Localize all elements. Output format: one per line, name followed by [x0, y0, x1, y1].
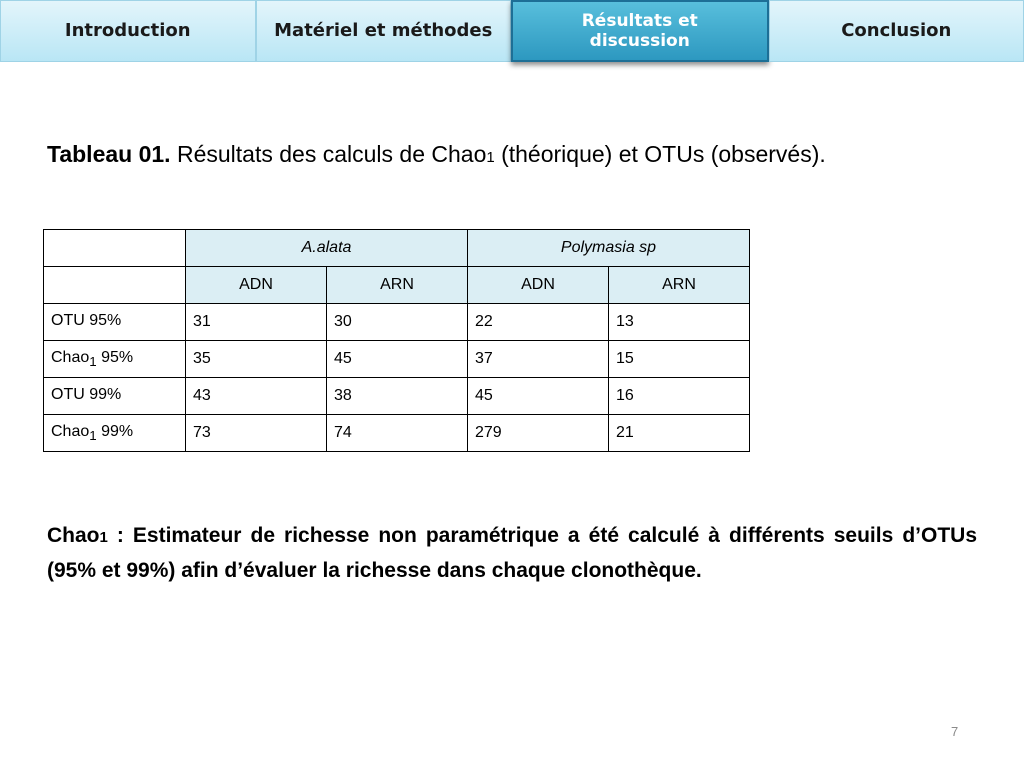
table-caption	[47, 137, 945, 175]
subheader-cell: ADN	[186, 267, 327, 304]
table-cell: 30	[327, 304, 468, 341]
table-cell: 21	[609, 415, 750, 452]
table-cell: 31	[186, 304, 327, 341]
row-label: OTU 95%	[44, 304, 186, 341]
table-cell: 43	[186, 378, 327, 415]
section-nav	[0, 0, 1024, 62]
tab-conclusion[interactable]: Conclusion	[769, 0, 1024, 62]
table-cell: 73	[186, 415, 327, 452]
caption-subscript: 1	[486, 149, 495, 166]
table-cell: 45	[327, 341, 468, 378]
table-cell: 35	[186, 341, 327, 378]
tab-resultats-et-discussion[interactable]: Résultats et discussion	[511, 0, 769, 62]
caption-text-end: (théorique) et OTUs (observés).	[494, 141, 826, 167]
row-label: OTU 99%	[44, 378, 186, 415]
table-subheader-row	[44, 267, 750, 304]
table-cell: 279	[468, 415, 609, 452]
table-row	[44, 378, 750, 415]
page-number: 7	[951, 724, 959, 739]
table-cell: 15	[609, 341, 750, 378]
table-group-header-row	[44, 230, 750, 267]
tab-materiel-et-methodes[interactable]: Matériel et méthodes	[256, 0, 512, 62]
note-text: : Estimateur de richesse non paramétrique a été calculé à différents seuils d’OTUs (95% et 99%) afin d’évaluer la richesse dans chaque clonothèque.	[47, 524, 977, 582]
row-label: Chao$_1$ 99%	[44, 415, 186, 452]
note-prefix: Chao	[47, 524, 100, 547]
subheader-cell: ARN	[327, 267, 468, 304]
table-row	[44, 341, 750, 378]
group-header-a-alata: A.alata	[186, 230, 468, 267]
table-corner-cell	[44, 230, 186, 267]
chao-note	[47, 519, 977, 587]
table-cell: 74	[327, 415, 468, 452]
table-cell: 45	[468, 378, 609, 415]
subheader-cell: ADN	[468, 267, 609, 304]
caption-label: Tableau 01.	[47, 141, 171, 167]
group-header-polymasia: Polymasia sp	[468, 230, 750, 267]
table-cell: 38	[327, 378, 468, 415]
table-row	[44, 304, 750, 341]
note-subscript: 1	[99, 529, 108, 546]
table-row	[44, 415, 750, 452]
table-empty-cell	[44, 267, 186, 304]
subheader-cell: ARN	[609, 267, 750, 304]
results-table	[43, 229, 750, 452]
row-label: Chao$_1$ 95%	[44, 341, 186, 378]
table-cell: 16	[609, 378, 750, 415]
table-cell: 13	[609, 304, 750, 341]
table-cell: 22	[468, 304, 609, 341]
table-cell: 37	[468, 341, 609, 378]
caption-text: Résultats des calculs de Chao	[170, 141, 487, 167]
tab-introduction[interactable]: Introduction	[0, 0, 256, 62]
